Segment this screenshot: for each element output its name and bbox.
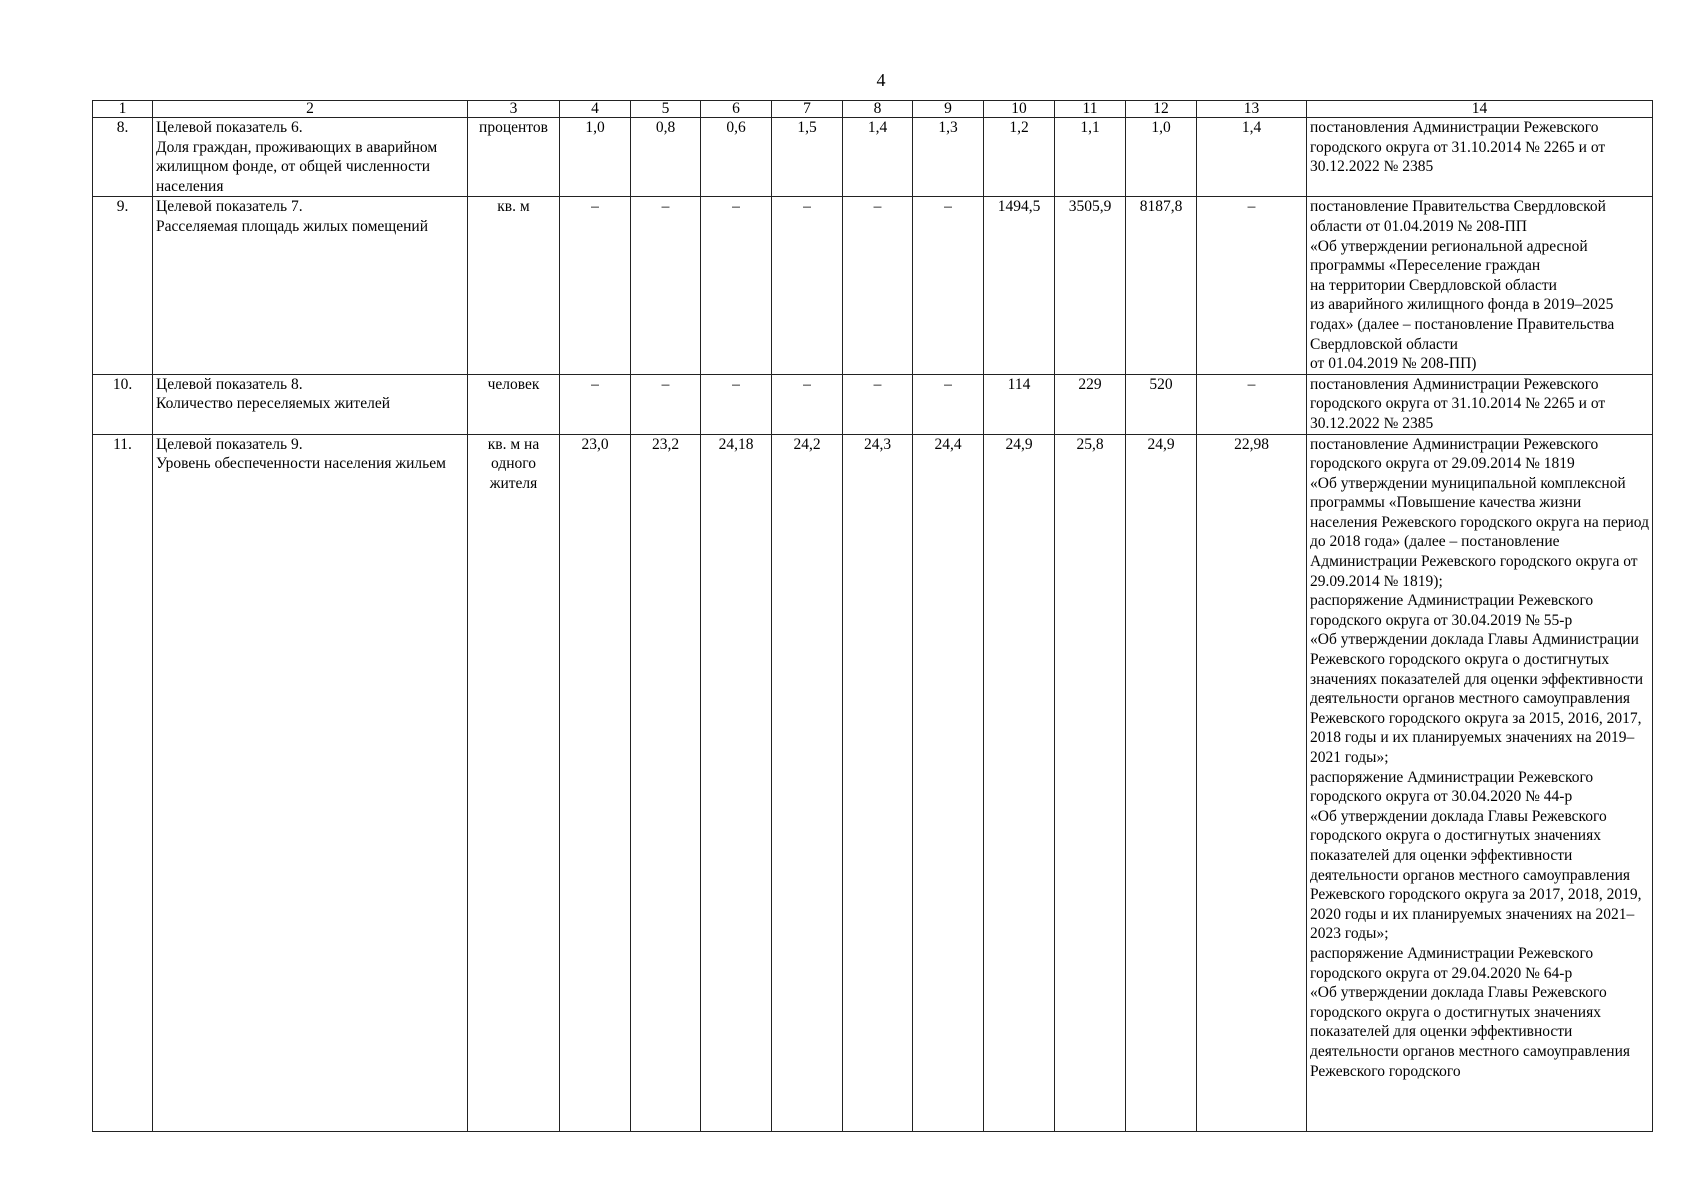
indicators-table bbox=[92, 100, 1653, 1132]
unit-cell: кв. м bbox=[468, 197, 560, 374]
column-header: 8 bbox=[843, 101, 913, 118]
value-cell: – bbox=[843, 197, 913, 374]
value-cell: 3505,9 bbox=[1055, 197, 1126, 374]
column-header: 6 bbox=[701, 101, 772, 118]
column-header: 13 bbox=[1197, 101, 1307, 118]
value-cell: 25,8 bbox=[1055, 434, 1126, 1131]
column-header: 14 bbox=[1307, 101, 1653, 118]
value-cell: 1,0 bbox=[1126, 118, 1197, 197]
source-cell: постановления Администрации Режевского городского округа от 31.10.2014 № 2265 и от 30.12.2022 № 2385 bbox=[1307, 374, 1653, 434]
header-row bbox=[93, 101, 1653, 118]
value-cell: – bbox=[1197, 197, 1307, 374]
value-cell: 22,98 bbox=[1197, 434, 1307, 1131]
value-cell: 114 bbox=[984, 374, 1055, 434]
value-cell: – bbox=[631, 197, 701, 374]
source-cell: постановления Администрации Режевского городского округа от 31.10.2014 № 2265 и от 30.12.2022 № 2385 bbox=[1307, 118, 1653, 197]
value-cell: – bbox=[701, 197, 772, 374]
indicator-name: Целевой показатель 9. Уровень обеспеченности населения жильем bbox=[153, 434, 468, 1131]
column-header: 2 bbox=[153, 101, 468, 118]
value-cell: 1494,5 bbox=[984, 197, 1055, 374]
value-cell: 24,18 bbox=[701, 434, 772, 1131]
value-cell: – bbox=[772, 197, 843, 374]
value-cell: 1,2 bbox=[984, 118, 1055, 197]
value-cell: – bbox=[772, 374, 843, 434]
page-number: 4 bbox=[876, 70, 886, 90]
value-cell: – bbox=[1197, 374, 1307, 434]
column-header: 10 bbox=[984, 101, 1055, 118]
value-cell: 0,8 bbox=[631, 118, 701, 197]
indicator-name: Целевой показатель 6. Доля граждан, проживающих в аварийном жилищном фонде, от общей численности населения bbox=[153, 118, 468, 197]
table-row bbox=[93, 434, 1653, 1131]
value-cell: 1,4 bbox=[1197, 118, 1307, 197]
unit-cell: кв. м на одного жителя bbox=[468, 434, 560, 1131]
value-cell: 1,5 bbox=[772, 118, 843, 197]
column-header: 1 bbox=[93, 101, 153, 118]
row-number: 11. bbox=[93, 434, 153, 1131]
value-cell: – bbox=[913, 197, 984, 374]
column-header: 3 bbox=[468, 101, 560, 118]
value-cell: 520 bbox=[1126, 374, 1197, 434]
value-cell: 23,0 bbox=[560, 434, 631, 1131]
value-cell: – bbox=[560, 197, 631, 374]
source-cell: постановление Правительства Свердловской области от 01.04.2019 № 208-ПП «Об утверждении региональной адресной программы «Переселение граждан на территории Свердловской области из аварийного жилищного фонда в 2019–2025 годах» (далее – постановление Правительства Свердловской области от 01.04.2019 № 208-ПП) bbox=[1307, 197, 1653, 374]
value-cell: 24,3 bbox=[843, 434, 913, 1131]
row-number: 8. bbox=[93, 118, 153, 197]
value-cell: 1,0 bbox=[560, 118, 631, 197]
value-cell: 1,4 bbox=[843, 118, 913, 197]
column-header: 5 bbox=[631, 101, 701, 118]
indicator-name: Целевой показатель 7. Расселяемая площадь жилых помещений bbox=[153, 197, 468, 374]
table-row bbox=[93, 197, 1653, 374]
value-cell: – bbox=[631, 374, 701, 434]
column-header: 9 bbox=[913, 101, 984, 118]
table-row bbox=[93, 118, 1653, 197]
value-cell: 24,4 bbox=[913, 434, 984, 1131]
value-cell: 1,1 bbox=[1055, 118, 1126, 197]
value-cell: 1,3 bbox=[913, 118, 984, 197]
value-cell: 24,9 bbox=[1126, 434, 1197, 1131]
column-header: 7 bbox=[772, 101, 843, 118]
column-header: 11 bbox=[1055, 101, 1126, 118]
indicator-name: Целевой показатель 8. Количество переселяемых жителей bbox=[153, 374, 468, 434]
value-cell: 8187,8 bbox=[1126, 197, 1197, 374]
unit-cell: человек bbox=[468, 374, 560, 434]
row-number: 9. bbox=[93, 197, 153, 374]
value-cell: – bbox=[913, 374, 984, 434]
row-number: 10. bbox=[93, 374, 153, 434]
source-cell: постановление Администрации Режевского городского округа от 29.09.2014 № 1819 «Об утверждении муниципальной комплексной программы «Повышение качества жизни населения Режевского городского округа на период до 2018 года» (далее – постановление Администрации Режевского городского округа от 29.09.2014 № 1819); распоряжение Администрации Режевского городского округа от 30.04.2019 № 55-р «Об утверждении доклада Главы Администрации Режевского городского округа о достигнутых значениях показателей для оценки эффективности деятельности органов местного самоуправления Режевского городского округа за 2015, 2016, 2017, 2018 годы и их планируемых значениях на 2019–2021 годы»; распоряжение Администрации Режевского городского округа от 30.04.2020 № 44-р «Об утверждении доклада Главы Режевского городского округа о достигнутых значениях показателей для оценки эффективности деятельности органов местного самоуправления Режевского городского округа за 2017, 2018, 2019, 2020 годы и их планируемых значениях на 2021–2023 годы»; распоряжение Администрации Режевского городского округа от 29.04.2020 № 64-р «Об утверждении доклада Главы Режевского городского округа о достигнутых значениях показателей для оценки эффективности деятельности органов местного самоуправления Режевского городского bbox=[1307, 434, 1653, 1131]
value-cell: – bbox=[701, 374, 772, 434]
table-row bbox=[93, 374, 1653, 434]
value-cell: 23,2 bbox=[631, 434, 701, 1131]
value-cell: 0,6 bbox=[701, 118, 772, 197]
value-cell: – bbox=[560, 374, 631, 434]
column-header: 12 bbox=[1126, 101, 1197, 118]
unit-cell: процентов bbox=[468, 118, 560, 197]
value-cell: 24,9 bbox=[984, 434, 1055, 1131]
value-cell: 229 bbox=[1055, 374, 1126, 434]
value-cell: 24,2 bbox=[772, 434, 843, 1131]
value-cell: – bbox=[843, 374, 913, 434]
column-header: 4 bbox=[560, 101, 631, 118]
